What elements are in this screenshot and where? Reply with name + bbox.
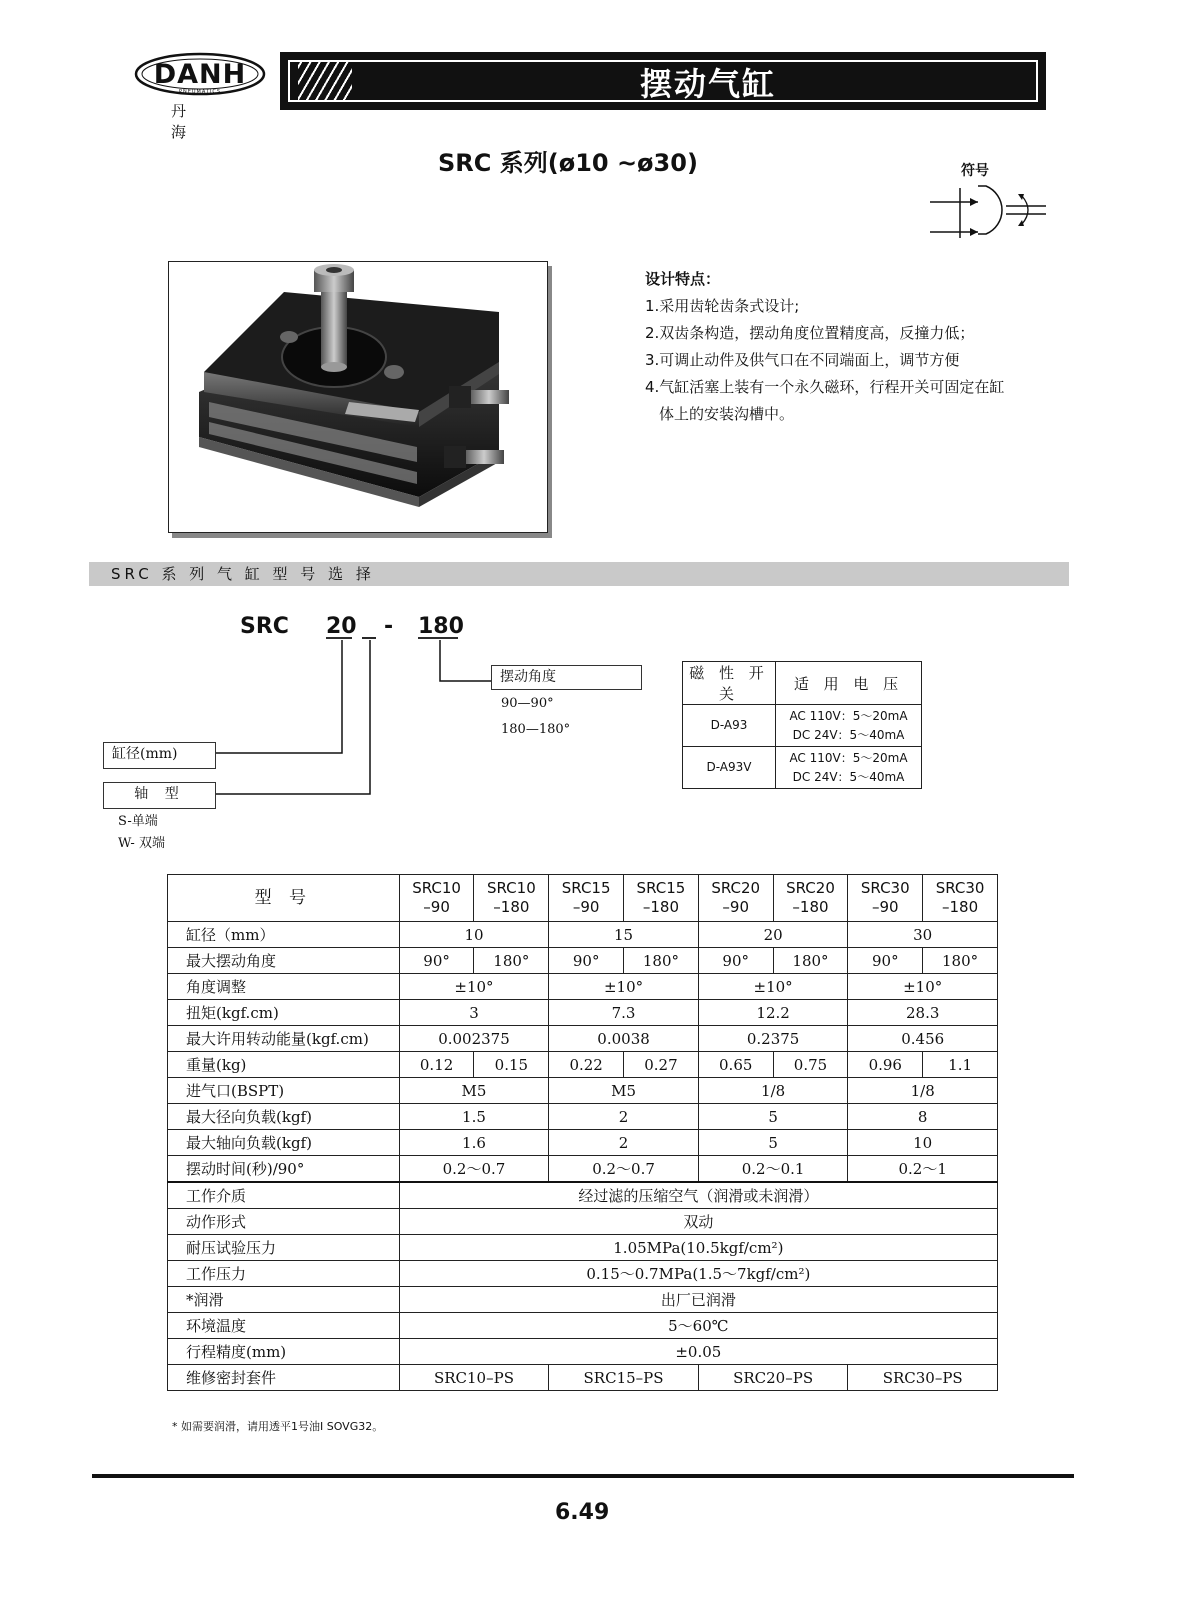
table-row: 行程精度(mm) ±0.05 bbox=[168, 1339, 998, 1365]
table-row: 动作形式 双动 bbox=[168, 1209, 998, 1235]
table-row: 最大许用转动能量(kgf.cm) 0.002375 0.0038 0.2375 0.456 bbox=[168, 1026, 998, 1052]
table-row: 重量(kg) 0.12 0.15 0.22 0.27 0.65 0.75 0.96 1.1 bbox=[168, 1052, 998, 1078]
table-row: 进气口(BSPT) M5 M5 1/8 1/8 bbox=[168, 1078, 998, 1104]
angle-label-box: 摆动角度 bbox=[491, 665, 642, 690]
rotary-cylinder-illustration bbox=[169, 262, 547, 532]
model-col: SRC15 –90 bbox=[549, 875, 624, 922]
table-row: 耐压试验压力 1.05MPa(10.5kgf/cm²) bbox=[168, 1235, 998, 1261]
voltage-cell bbox=[776, 747, 922, 789]
logo-brand-text: DANH bbox=[153, 59, 247, 90]
model-header: 型 号 bbox=[168, 875, 400, 922]
feature-item-4-continued: 体上的安装沟槽中。 bbox=[659, 405, 795, 423]
table-row: 最大轴向负载(kgf) 1.6 2 5 10 bbox=[168, 1130, 998, 1156]
section-title: SRC 系 列 气 缸 型 号 选 择 bbox=[89, 562, 1069, 586]
model-col: SRC20 –180 bbox=[773, 875, 848, 922]
feature-item-4: 4.气缸活塞上装有一个永久磁环，行程开关可固定在缸 bbox=[645, 378, 1005, 396]
table-row: 角度调整 ±10° ±10° ±10° ±10° bbox=[168, 974, 998, 1000]
model-col: SRC30 –90 bbox=[848, 875, 923, 922]
magnetic-switch-table bbox=[682, 661, 922, 789]
table-row: 最大摆动角度 90° 180° 90° 180° 90° 180° 90° 180° bbox=[168, 948, 998, 974]
feature-item-3: 3.可调止动件及供气口在不同端面上，调节方便 bbox=[645, 351, 960, 369]
code-angle: 180 bbox=[418, 614, 464, 639]
switch-header: 磁 性 开 关 bbox=[683, 662, 776, 705]
table-row: 环境温度 5～60℃ bbox=[168, 1313, 998, 1339]
model-col: SRC20 –90 bbox=[698, 875, 773, 922]
voltage-ac: AC 110V：5～20mA bbox=[789, 750, 908, 765]
table-row: *润滑 出厂已润滑 bbox=[168, 1287, 998, 1313]
shaft-option-single: S-单端 bbox=[118, 814, 158, 829]
rotary-actuator-symbol-icon bbox=[930, 178, 1048, 240]
symbol-label: 符号 bbox=[961, 163, 989, 179]
shaft-option-double: W- 双端 bbox=[118, 836, 165, 851]
voltage-dc: DC 24V：5～40mA bbox=[792, 727, 905, 742]
code-prefix: SRC bbox=[240, 614, 289, 639]
voltage-header: 适 用 电 压 bbox=[776, 662, 922, 705]
footnote: * 如需要润滑，请用透平1号油I SOVG32。 bbox=[172, 1420, 384, 1433]
table-row: 最大径向负载(kgf) 1.5 2 5 8 bbox=[168, 1104, 998, 1130]
design-features bbox=[645, 266, 1085, 428]
table-row: 扭矩(kgf.cm) 3 7.3 12.2 28.3 bbox=[168, 1000, 998, 1026]
table-row bbox=[168, 875, 998, 922]
model-col: SRC30 –180 bbox=[923, 875, 998, 922]
code-dash: - bbox=[384, 614, 394, 639]
table-row: 维修密封套件 SRC10–PS SRC15–PS SRC20–PS SRC30–PS bbox=[168, 1365, 998, 1391]
product-photo bbox=[168, 261, 548, 533]
switch-model: D-A93V bbox=[683, 747, 776, 789]
model-col: SRC15 –180 bbox=[624, 875, 699, 922]
title-bar bbox=[280, 52, 1046, 110]
table-row: 工作压力 0.15～0.7MPa(1.5～7kgf/cm²) bbox=[168, 1261, 998, 1287]
page-number: 6.49 bbox=[555, 1500, 610, 1525]
voltage-cell bbox=[776, 705, 922, 747]
series-subtitle: SRC 系列(ø10 ~ø30) bbox=[438, 149, 698, 177]
switch-model: D-A93 bbox=[683, 705, 776, 747]
angle-option-180: 180—180° bbox=[501, 722, 571, 737]
table-row bbox=[683, 747, 922, 789]
logo-cn-text: 丹 海 bbox=[171, 102, 199, 141]
bore-label-box: 缸径(mm) bbox=[103, 742, 216, 769]
shaft-label-box: 轴 型 bbox=[103, 782, 216, 809]
specification-table bbox=[167, 874, 998, 1391]
feature-item-1: 1.采用齿轮齿条式设计; bbox=[645, 297, 800, 315]
model-col: SRC10 –180 bbox=[474, 875, 549, 922]
table-row bbox=[683, 662, 922, 705]
feature-item-2: 2.双齿条构造，摆动角度位置精度高，反撞力低； bbox=[645, 324, 975, 342]
page-title: 摆动气缸 bbox=[639, 65, 776, 102]
model-col: SRC10 –90 bbox=[399, 875, 474, 922]
table-row bbox=[683, 705, 922, 747]
voltage-dc: DC 24V：5～40mA bbox=[792, 769, 905, 784]
bottom-rule bbox=[92, 1474, 1074, 1478]
table-row: 缸径（mm） 10 15 20 30 bbox=[168, 922, 998, 948]
voltage-ac: AC 110V：5～20mA bbox=[789, 708, 908, 723]
code-bore: 20 bbox=[326, 614, 357, 639]
angle-option-90: 90—90° bbox=[501, 696, 554, 711]
logo-sub-text: PNEUMATICS bbox=[178, 89, 222, 95]
features-title: 设计特点： bbox=[645, 270, 721, 288]
table-row: 摆动时间(秒)/90° 0.2～0.7 0.2～0.7 0.2～0.1 0.2～1 bbox=[168, 1156, 998, 1183]
table-row: 工作介质 经过滤的压缩空气（润滑或未润滑） bbox=[168, 1182, 998, 1209]
